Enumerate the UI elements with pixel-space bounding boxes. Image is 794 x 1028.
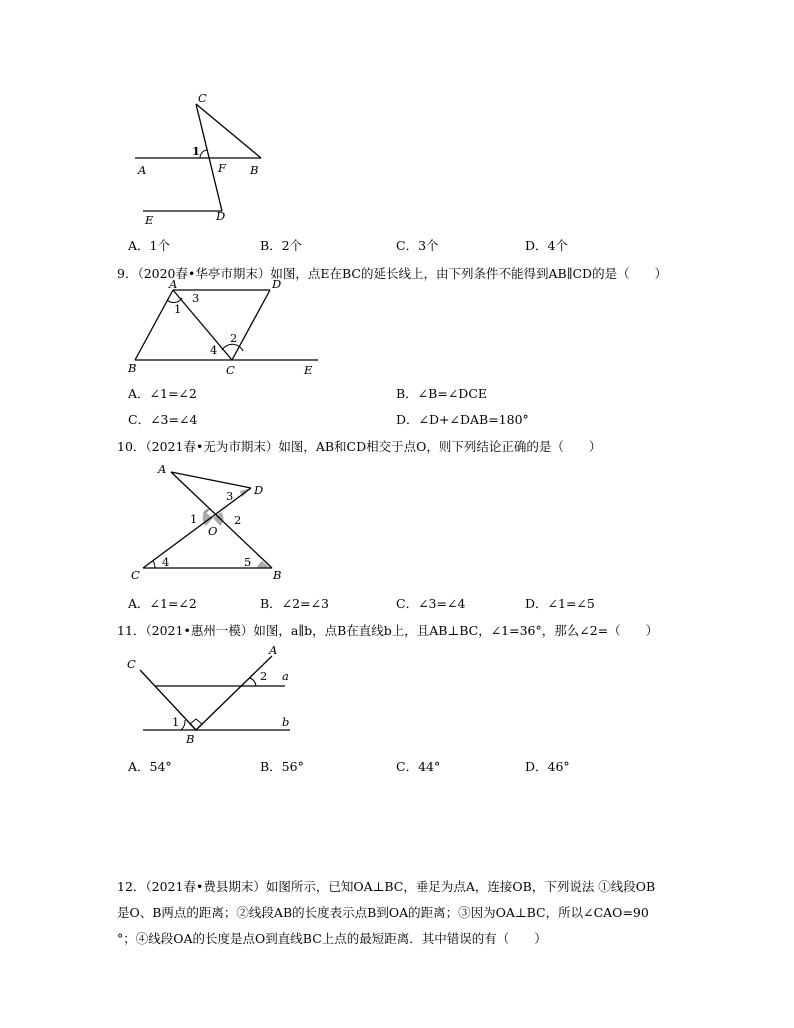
label-B: B — [273, 568, 282, 582]
question-12-line-3: °；④线段OA的长度是点O到直线BC上点的最短距离．其中错误的有（ ） — [117, 931, 547, 946]
label-C: C — [127, 657, 136, 671]
q9-option-d: D．∠D+∠DAB=180° — [396, 412, 529, 427]
label-2: 2 — [230, 331, 238, 345]
label-2: 2 — [260, 669, 268, 683]
label-B: B — [250, 163, 259, 177]
label-C: C — [226, 363, 235, 377]
q9-option-a: A．∠1=∠2 — [128, 386, 197, 401]
q11-option-b: B．56° — [260, 759, 304, 774]
label-D: D — [216, 209, 226, 223]
q11-option-a: A．54° — [128, 759, 172, 774]
label-A: A — [138, 163, 147, 177]
figure-q8 — [0, 0, 794, 260]
label-D: D — [254, 483, 264, 497]
label-1: 1 — [174, 302, 182, 316]
q8-option-d: D．4个 — [525, 238, 568, 253]
label-B: B — [186, 732, 195, 746]
q8-option-b: B．2个 — [260, 238, 303, 253]
label-B: B — [128, 361, 137, 375]
label-1: 1 — [172, 715, 180, 729]
label-E: E — [145, 213, 154, 227]
label-O: O — [208, 524, 218, 538]
question-11-text: 11．（2021•惠州一模）如图，a∥b，点B在直线b上，且AB⊥BC，∠1=36°，那么∠2=（ ） — [117, 623, 659, 638]
label-A: A — [158, 462, 167, 476]
figure-q9 — [0, 277, 794, 380]
q10-option-c: C．∠3=∠4 — [396, 596, 466, 611]
label-4: 4 — [210, 343, 218, 357]
question-12-line-1: 12．（2021春•费县期末）如图所示，已知OA⊥BC，垂足为点A，连接OB，下列说法 ①线段OB — [117, 879, 656, 894]
q11-option-d: D．46° — [525, 759, 570, 774]
q10-option-d: D．∠1=∠5 — [525, 596, 595, 611]
figure-q11 — [0, 640, 794, 760]
q10-option-a: A．∠1=∠2 — [128, 596, 197, 611]
label-D: D — [272, 277, 282, 291]
q8-option-c: C．3个 — [396, 238, 439, 253]
q9-option-b: B．∠B=∠DCE — [396, 386, 488, 401]
label-1: 1 — [192, 144, 201, 158]
q11-option-c: C．44° — [396, 759, 441, 774]
question-10-text: 10．（2021春•无为市期末）如图，AB和CD相交于点O，则下列结论正确的是（ ） — [117, 439, 602, 454]
label-A: A — [169, 277, 178, 291]
label-3: 3 — [226, 489, 234, 503]
label-3: 3 — [192, 291, 200, 305]
q9-option-c: C．∠3=∠4 — [128, 412, 198, 427]
label-A: A — [269, 643, 278, 657]
question-12-line-2: 是O、B两点的距离；②线段AB的长度表示点B到OA的距离；③因为OA⊥BC，所以∠CAO=90 — [117, 905, 649, 920]
label-2: 2 — [234, 513, 242, 527]
label-1: 1 — [190, 512, 198, 526]
question-9-text: 9．（2020春•华亭市期末）如图，点E在BC的延长线上，由下列条件不能得到AB∥CD的是（ ） — [117, 266, 668, 281]
label-C: C — [198, 91, 207, 105]
q10-option-b: B．∠2=∠3 — [260, 596, 330, 611]
label-F: F — [218, 161, 226, 175]
label-C: C — [131, 568, 140, 582]
label-b: b — [282, 715, 290, 729]
q8-option-a: A．1个 — [128, 238, 170, 253]
label-a: a — [282, 669, 289, 683]
figure-q10 — [0, 455, 794, 585]
label-4: 4 — [162, 555, 170, 569]
label-5: 5 — [244, 555, 252, 569]
label-E: E — [304, 363, 313, 377]
